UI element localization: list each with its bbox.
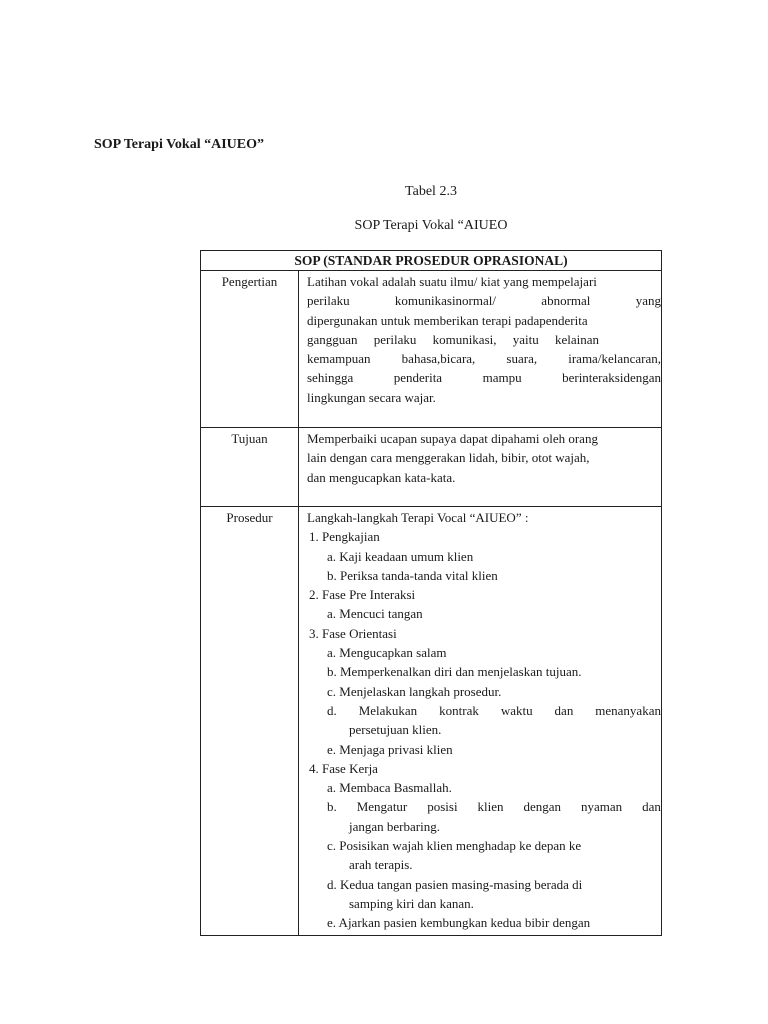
word: nyaman [581, 799, 623, 815]
word: komunikasi, [432, 331, 497, 347]
prosedur-substep: b. Periksa tanda-tanda vital klien [327, 567, 498, 583]
word: dan [642, 799, 661, 815]
word: yang [635, 293, 661, 309]
prosedur-intro: Langkah-langkah Terapi Vocal “AIUEO” : [307, 510, 529, 525]
pengertian-line: lingkungan secara wajar. [307, 389, 436, 405]
word: sehingga [307, 370, 354, 386]
pengertian-content [299, 271, 661, 427]
word: abnormal [541, 293, 591, 309]
pengertian-line [307, 330, 661, 349]
word: komunikasinormal/ [394, 293, 496, 309]
prosedur-substep: b. Memperkenalkan diri dan menjelaskan tujuan. [327, 664, 582, 680]
prosedur-step: 4. Fase Kerja [309, 760, 378, 776]
pengertian-line [307, 368, 661, 387]
word: dan [554, 702, 574, 718]
prosedur-substep: e. Menjaga privasi klien [327, 741, 453, 757]
row-tujuan [201, 428, 661, 507]
prosedur-step: 3. Fase Orientasi [309, 625, 397, 641]
pengertian-line: Latihan vokal adalah suatu ilmu/ kiat yang mempelajari [307, 274, 597, 289]
prosedur-substep-continuation: jangan berbaring. [349, 818, 440, 834]
word: kelainan [554, 331, 599, 347]
word: Melakukan [358, 702, 418, 718]
word: kontrak [439, 702, 479, 718]
table-subtitle: SOP Terapi Vokal “AIUEO [354, 218, 508, 233]
sop-table [200, 250, 662, 936]
prosedur-step: 1. Pengkajian [309, 529, 380, 545]
word: dengan [523, 799, 562, 815]
word: penderita [393, 370, 443, 386]
word: d. [327, 702, 337, 718]
word: perilaku [373, 331, 417, 347]
prosedur-label: Prosedur [201, 507, 299, 935]
word: suara, [506, 351, 538, 367]
word: klien [477, 799, 504, 815]
prosedur-substep: e. Ajarkan pasien kembungkan kedua bibir dengan [327, 915, 591, 931]
row-pengertian [201, 271, 661, 428]
prosedur-substep: d. Kedua tangan pasien masing-masing berada di [327, 876, 583, 892]
row-prosedur [201, 507, 661, 935]
prosedur-substep [307, 701, 661, 720]
word: berinteraksidengan [562, 370, 661, 386]
word: perilaku [307, 293, 350, 309]
word: posisi [427, 799, 458, 815]
word: Mengatur [356, 799, 408, 815]
prosedur-substep-continuation: persetujuan klien. [349, 722, 442, 738]
word: irama/kelancaran, [568, 351, 661, 367]
word: mampu [482, 370, 522, 386]
prosedur-substep: c. Posisikan wajah klien menghadap ke depan ke [327, 838, 582, 854]
table-caption: Tabel 2.3 [405, 184, 457, 199]
document-heading: SOP Terapi Vokal “AIUEO” [94, 137, 265, 152]
tujuan-label: Tujuan [201, 428, 299, 506]
prosedur-substep: a. Mencuci tangan [327, 606, 423, 622]
prosedur-substep [307, 797, 661, 816]
prosedur-substep: a. Membaca Basmallah. [327, 780, 452, 796]
prosedur-substep-continuation: arah terapis. [349, 857, 413, 873]
pengertian-label: Pengertian [201, 271, 299, 427]
tujuan-line: Memperbaiki ucapan supaya dapat dipahami oleh orang [307, 431, 598, 446]
word: gangguan [307, 331, 358, 347]
prosedur-substep: c. Menjelaskan langkah prosedur. [327, 683, 502, 699]
word: b. [327, 799, 337, 815]
tujuan-line: lain dengan cara menggerakan lidah, bibir, otot wajah, [307, 450, 590, 466]
pengertian-line: dipergunakan untuk memberikan terapi padapenderita [307, 312, 588, 328]
word: kemampuan [307, 351, 371, 367]
prosedur-step: 2. Fase Pre Interaksi [309, 587, 416, 603]
tujuan-content [299, 428, 661, 506]
pengertian-line [307, 291, 661, 310]
prosedur-substep: a. Kaji keadaan umum klien [327, 548, 474, 564]
prosedur-substep-continuation: samping kiri dan kanan. [349, 895, 474, 911]
prosedur-content [299, 507, 661, 935]
word: yaitu [512, 331, 539, 347]
tujuan-line: dan mengucapkan kata-kata. [307, 469, 456, 485]
pengertian-line [307, 349, 661, 368]
sop-table-header: SOP (STANDAR PROSEDUR OPRASIONAL) [201, 251, 661, 271]
word: bahasa,bicara, [401, 351, 476, 367]
prosedur-substep: a. Mengucapkan salam [327, 645, 447, 661]
word: waktu [500, 702, 533, 718]
word: menanyakan [595, 702, 661, 718]
